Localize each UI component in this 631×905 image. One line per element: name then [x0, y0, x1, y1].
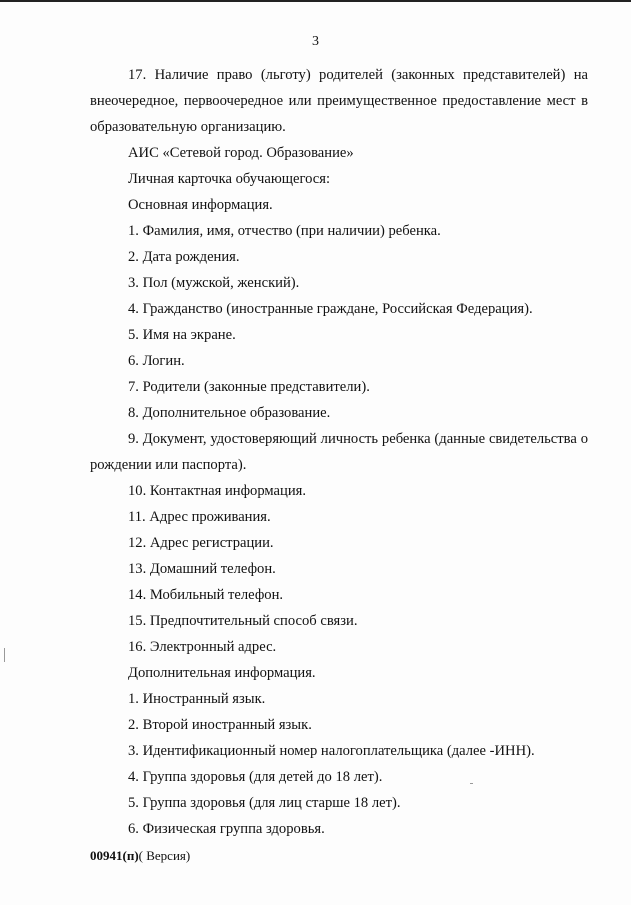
list-item: 10. Контактная информация. — [128, 483, 307, 499]
list-item: 5. Группа здоровья (для лиц старше 18 лет). — [128, 795, 401, 811]
list-item: 4. Гражданство (иностранные граждане, Российская Федерация). — [128, 301, 533, 317]
scan-artifact — [470, 783, 473, 784]
list-section-a — [90, 140, 588, 426]
list-item: 5. Имя на экране. — [128, 327, 236, 343]
list-item: 1. Фамилия, имя, отчество (при наличии) ребенка. — [128, 223, 441, 239]
list-item: 15. Предпочтительный способ связи. — [128, 613, 358, 629]
list-item: 16. Электронный адрес. — [128, 639, 277, 655]
document-code: 00941(п) — [90, 848, 139, 863]
list-item: 1. Иностранный язык. — [128, 691, 266, 707]
list-item: 3. Идентификационный номер налогоплательщика (далее -ИНН). — [128, 743, 535, 759]
list-item: АИС «Сетевой город. Образование» — [128, 145, 354, 161]
list-item: 7. Родители (законные представители). — [128, 379, 370, 395]
list-item: 14. Мобильный телефон. — [128, 587, 284, 603]
list-item: 2. Дата рождения. — [128, 249, 240, 265]
paragraph-9: 9. Документ, удостоверяющий личность ребенка (данные свидетельства о рождении или паспорта). — [90, 431, 588, 473]
list-item: 12. Адрес регистрации. — [128, 535, 274, 551]
document-version: ( Версия) — [138, 848, 191, 863]
page-number: 3 — [312, 34, 319, 49]
list-item: 6. Логин. — [128, 353, 185, 369]
document-body — [90, 62, 588, 842]
top-border-line — [0, 0, 631, 2]
list-item: 2. Второй иностранный язык. — [128, 717, 312, 733]
list-section-b — [90, 478, 588, 842]
list-item: Дополнительная информация. — [128, 665, 316, 681]
list-item: 4. Группа здоровья (для детей до 18 лет). — [128, 769, 383, 785]
list-item: 6. Физическая группа здоровья. — [128, 821, 325, 837]
list-item: Личная карточка обучающегося: — [128, 171, 331, 187]
list-item: 13. Домашний телефон. — [128, 561, 276, 577]
list-item: Основная информация. — [128, 197, 273, 213]
paragraph-17: 17. Наличие право (льготу) родителей (законных представителей) на внеочередное, первоочередное или преимущественное предоставление мест в образовательную организацию. — [90, 67, 588, 135]
list-item: 11. Адрес проживания. — [128, 509, 271, 525]
list-item: 3. Пол (мужской, женский). — [128, 275, 300, 291]
document-footer — [90, 848, 190, 864]
list-item: 8. Дополнительное образование. — [128, 405, 331, 421]
scan-artifact — [4, 648, 5, 662]
